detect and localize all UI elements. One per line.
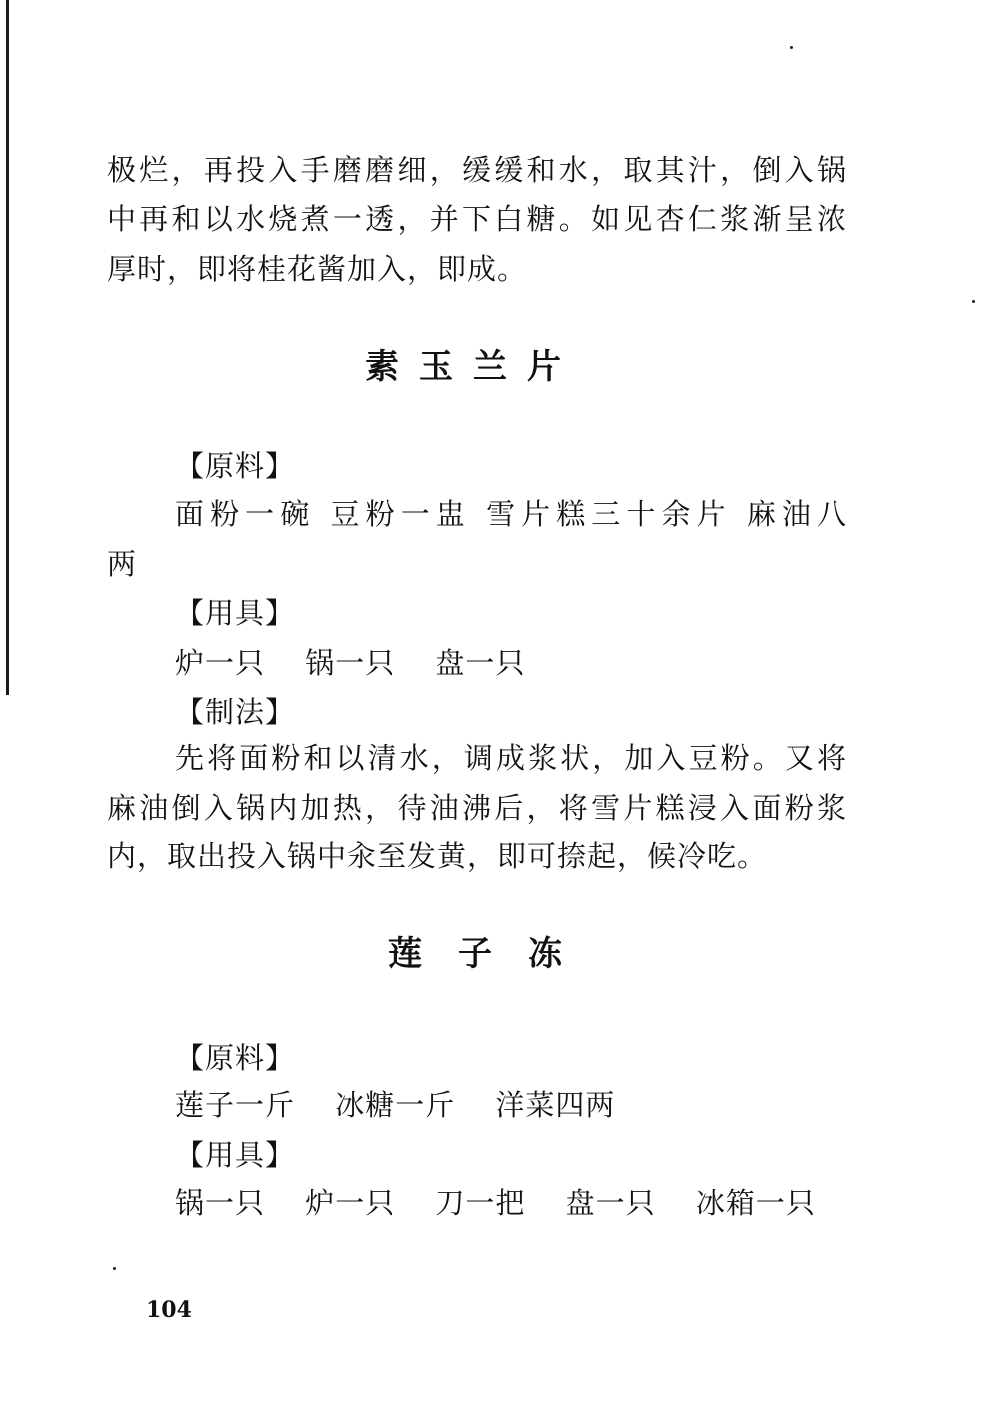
intro-line-2: 中再和以水烧煮一透，并下白糖。如见杏仁浆渐呈浓 [107, 202, 847, 236]
recipe-2-ingredients: 莲子一斤 冰糖一斤 洋菜四两 [175, 1088, 616, 1122]
page-margin-line [6, 0, 9, 695]
recipe-1-ingredients-line-1: 面粉一碗 豆粉一盅 雪片糕三十余片 麻油八 [175, 497, 847, 531]
recipe-1-ingredients-line-2: 两 [107, 547, 138, 581]
scan-speck [790, 46, 793, 49]
recipe-1-ingredients-label: 【原料】 [175, 449, 296, 483]
recipe-1-method-line-2: 麻油倒入锅内加热，待油沸后，将雪片糕浸入面粉浆 [107, 791, 847, 825]
recipe-1-method-line-3: 内，取出投入锅中汆至发黄，即可捺起，候冷吃。 [107, 839, 768, 873]
recipe-1-tools-label: 【用具】 [175, 596, 296, 630]
intro-line-3: 厚时，即将桂花酱加入，即成。 [107, 252, 528, 286]
page-number: 104 [146, 1297, 192, 1323]
recipe-1-title: 素玉兰片 [365, 347, 581, 387]
scan-speck [113, 1267, 116, 1270]
scan-speck [972, 300, 975, 303]
recipe-2-title: 莲子冻 [388, 934, 598, 974]
intro-line-1: 极烂，再投入手磨磨细，缓缓和水，取其汁，倒入锅 [107, 153, 847, 187]
recipe-1-method-line-1: 先将面粉和以清水，调成浆状，加入豆粉。又将 [175, 741, 847, 775]
recipe-2-ingredients-label: 【原料】 [175, 1041, 296, 1075]
recipe-2-tools-label: 【用具】 [175, 1138, 296, 1172]
recipe-1-method-label: 【制法】 [175, 695, 296, 729]
recipe-2-tools: 锅一只 炉一只 刀一把 盘一只 冰箱一只 [175, 1186, 816, 1220]
recipe-1-tools: 炉一只 锅一只 盘一只 [175, 646, 526, 680]
